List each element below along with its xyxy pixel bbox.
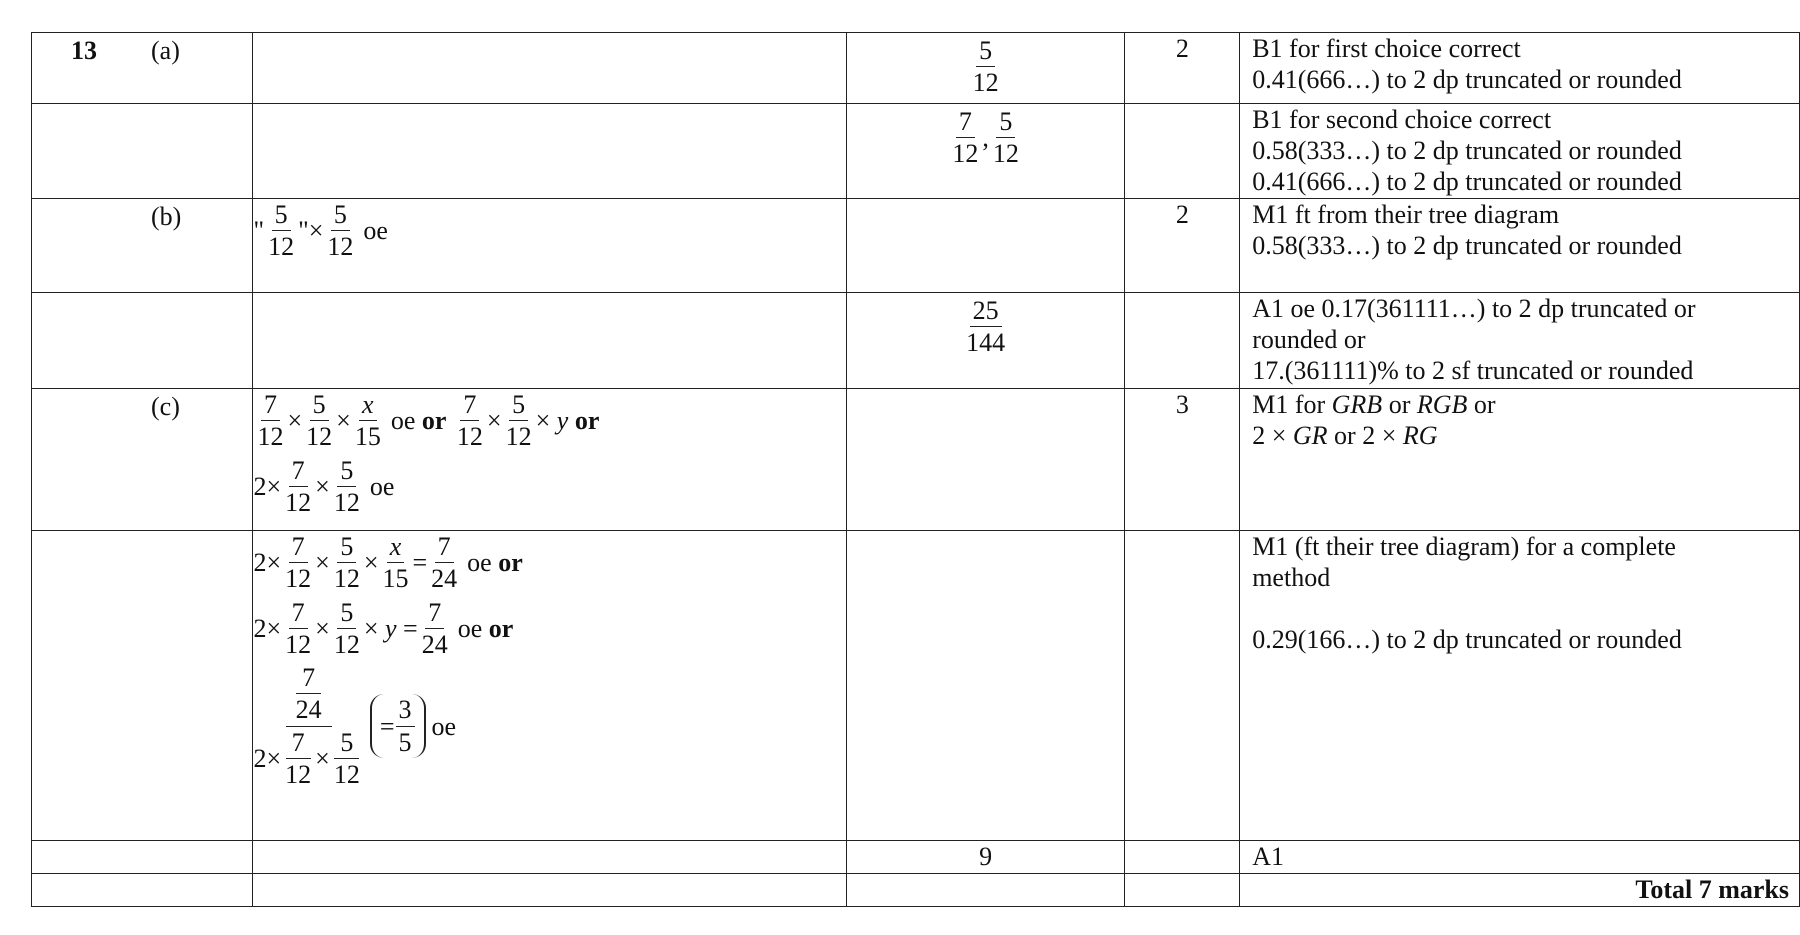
question-cell: [32, 389, 253, 531]
working-cell: [253, 841, 846, 874]
mark-cell: [1125, 841, 1240, 874]
mark-cell: [1125, 293, 1240, 389]
notes-cell: B1 for second choice correct 0.58(333…) to 2 dp truncated or rounded 0.41(666…) to 2 dp truncated or rounded: [1240, 104, 1800, 199]
question-cell: [32, 841, 253, 874]
notes-cell: B1 for first choice correct 0.41(666…) to 2 dp truncated or rounded: [1240, 33, 1800, 104]
question-cell: [32, 104, 253, 199]
table-row: [32, 33, 1800, 104]
table-row: [32, 389, 1800, 531]
working-cell: [253, 389, 846, 531]
answer-fractions: $\frac{7}{12}$ , $\frac{5}{12}$: [952, 107, 1019, 169]
working-line-2: 2 × $\frac{7}{12}$ × $\frac{5}{12}$ × y = $\frac{7}{24}$ oe or: [253, 597, 514, 659]
mark-scheme-table: [31, 32, 1800, 907]
answer-cell: [846, 33, 1125, 104]
question-cell: [32, 531, 253, 841]
working-line-2: 2 × $\frac{7}{12}$ × $\frac{5}{12}$ oe: [253, 455, 395, 517]
compound-fraction: $\frac{7}{24}$ 2 × $\frac{7}{12}$ × $\frac{5}{12}$: [253, 663, 360, 790]
table-row: [32, 841, 1800, 874]
parenthesis-group: = $\frac{3}{5}$: [370, 694, 426, 758]
part-label: (c): [151, 392, 180, 421]
working-cell: [253, 293, 846, 389]
answer-fraction: $\frac{5}{12}$: [972, 36, 999, 98]
notes-cell: A1: [1240, 841, 1800, 874]
answer-cell: [846, 874, 1125, 907]
table-row: [32, 531, 1800, 841]
question-cell: [32, 293, 253, 389]
answer-cell: 9: [846, 841, 1125, 874]
working-line-3: $\frac{7}{24}$ 2 × $\frac{7}{12}$ × $\frac{5}{12}$ = $\frac{3}{5}$ oe: [253, 663, 457, 790]
mark-cell: [1125, 531, 1240, 841]
notes-cell: M1 for GRB or RGB or 2 × GR or 2 × RG: [1240, 389, 1800, 531]
working-cell: [253, 104, 846, 199]
answer-cell: [846, 531, 1125, 841]
table-row: [32, 104, 1800, 199]
question-cell: [32, 33, 253, 104]
answer-cell: [846, 389, 1125, 531]
working-cell: [253, 531, 846, 841]
answer-cell: [846, 293, 1125, 389]
mark-cell: [1125, 874, 1240, 907]
question-cell: [32, 874, 253, 907]
notes-cell: M1 (ft their tree diagram) for a complete method 0.29(166…) to 2 dp truncated or rounded: [1240, 531, 1800, 841]
notes-cell: A1 oe 0.17(361111…) to 2 dp truncated or rounded or 17.(361111)% to 2 sf truncated or rounded: [1240, 293, 1800, 389]
question-number: 13: [71, 36, 97, 65]
answer-fraction: $\frac{25}{144}$: [966, 296, 1006, 358]
total-marks: Total 7 marks: [1240, 874, 1800, 907]
question-cell: [32, 199, 253, 293]
working-line-1: 2 × $\frac{7}{12}$ × $\frac{5}{12}$ × $\frac{x}{15}$ = $\frac{7}{24}$ oe or: [253, 532, 523, 594]
part-label: (b): [151, 202, 182, 231]
working-cell: [253, 33, 846, 104]
answer-cell: [846, 104, 1125, 199]
working-cell: [253, 874, 846, 907]
working-expression: " $\frac{5}{12}$ " × $\frac{5}{12}$ oe: [253, 200, 388, 262]
part-label: (a): [151, 36, 180, 65]
notes-cell: M1 ft from their tree diagram 0.58(333…) to 2 dp truncated or rounded: [1240, 199, 1800, 293]
table-row: [32, 199, 1800, 293]
answer-cell: [846, 199, 1125, 293]
working-line-1: $\frac{7}{12}$ × $\frac{5}{12}$ × $\frac{x}{15}$ oe or $\frac{7}{12}$ × $\frac{5}{12}$ × y or: [257, 390, 600, 452]
mark-cell: 2: [1125, 199, 1240, 293]
mark-cell: [1125, 104, 1240, 199]
table-row: [32, 293, 1800, 389]
working-cell: [253, 199, 846, 293]
table-row: [32, 874, 1800, 907]
mark-cell: 3: [1125, 389, 1240, 531]
mark-cell: 2: [1125, 33, 1240, 104]
